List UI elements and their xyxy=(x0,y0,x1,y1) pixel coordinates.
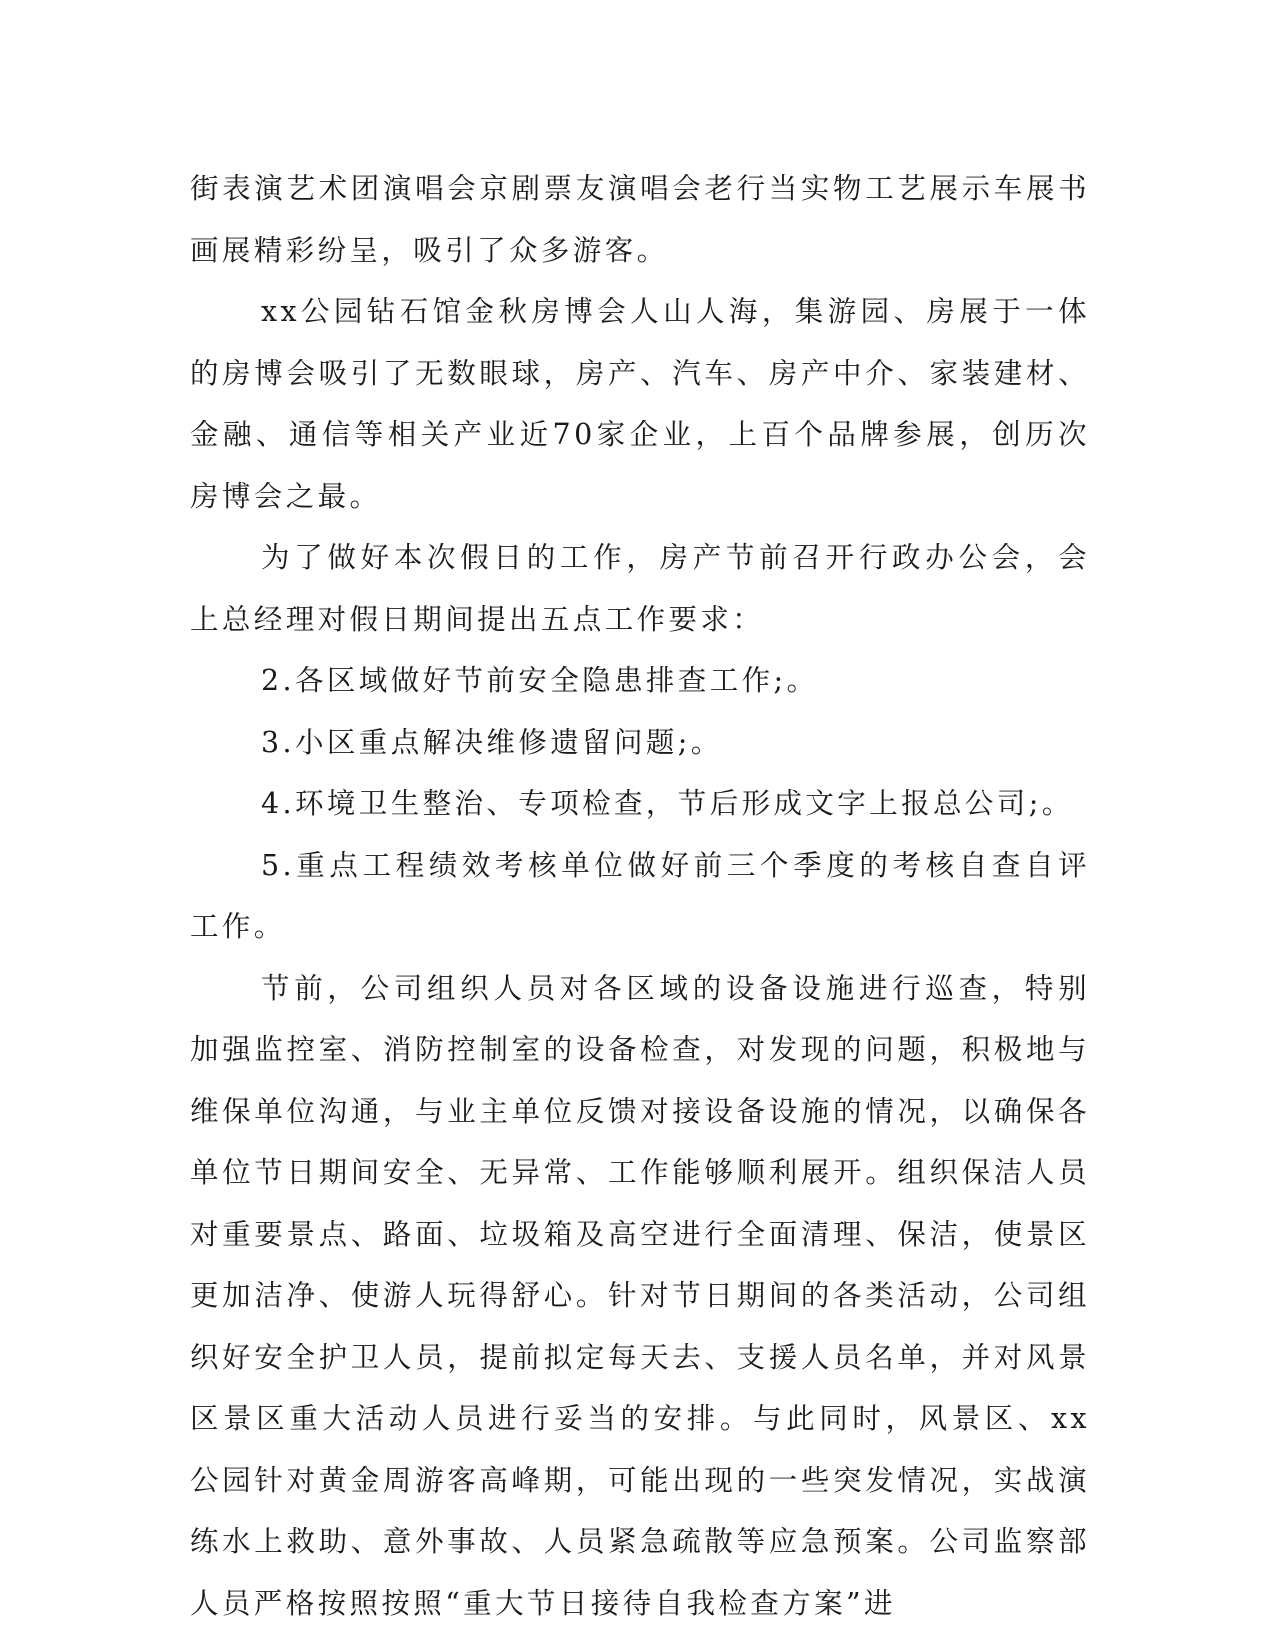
list-item-5: 5.重点工程绩效考核单位做好前三个季度的考核自查自评工作。 xyxy=(190,848,1090,943)
list-item-4: 4.环境卫生整治、专项检查，节后形成文字上报总公司;。 xyxy=(261,787,1074,820)
list-item-2: 2.各区域做好节前安全隐患排查工作;。 xyxy=(261,664,819,697)
list-item-3: 3.小区重点解决维修遗留问题;。 xyxy=(261,725,723,759)
paragraph-meeting: 为了做好本次假日的工作，房产节前召开行政办公会，会上总经理对假日期间提出五点工作要求： xyxy=(190,541,1090,636)
paragraph-pre-holiday: 节前，公司组织人员对各区域的设备设施进行巡查，特别加强监控室、消防控制室的设备检查，对发现的问题，积极地与维保单位沟通，与业主单位反馈对接设备设施的情况，以确保各单位节日期间安全、无异常、工作能够顺利展开。组织保洁人员对重要景点、路面、垃圾箱及高空进行全面清理、保洁，使景区更加洁净、使游人玩得舒心。针对节日期间的各类活动，公司组织好安全护卫人员，提前拟定每天去、支援人员名单，并对风景区景区重大活动人员进行妥当的安排。与此同时，风景区、xx公园针对黄金周游客高峰期，可能出现的一些突发情况，实战演练水上救助、意外事故、人员紧急疏散等应急预案。公司监察部人员严格按照按照“重大节日接待自我检查方案”进 xyxy=(190,971,1090,1620)
document-body xyxy=(190,158,1090,1634)
paragraph-house-expo: xx公园钻石馆金秋房博会人山人海，集游园、房展于一体的房博会吸引了无数眼球，房产、汽车、房产中介、家装建材、金融、通信等相关产业近70家企业，上百个品牌参展，创历次房博会之最。 xyxy=(190,295,1090,513)
paragraph-continuation: 街表演艺术团演唱会京剧票友演唱会老行当实物工艺展示车展书画展精彩纷呈，吸引了众多游客。 xyxy=(190,172,1090,267)
